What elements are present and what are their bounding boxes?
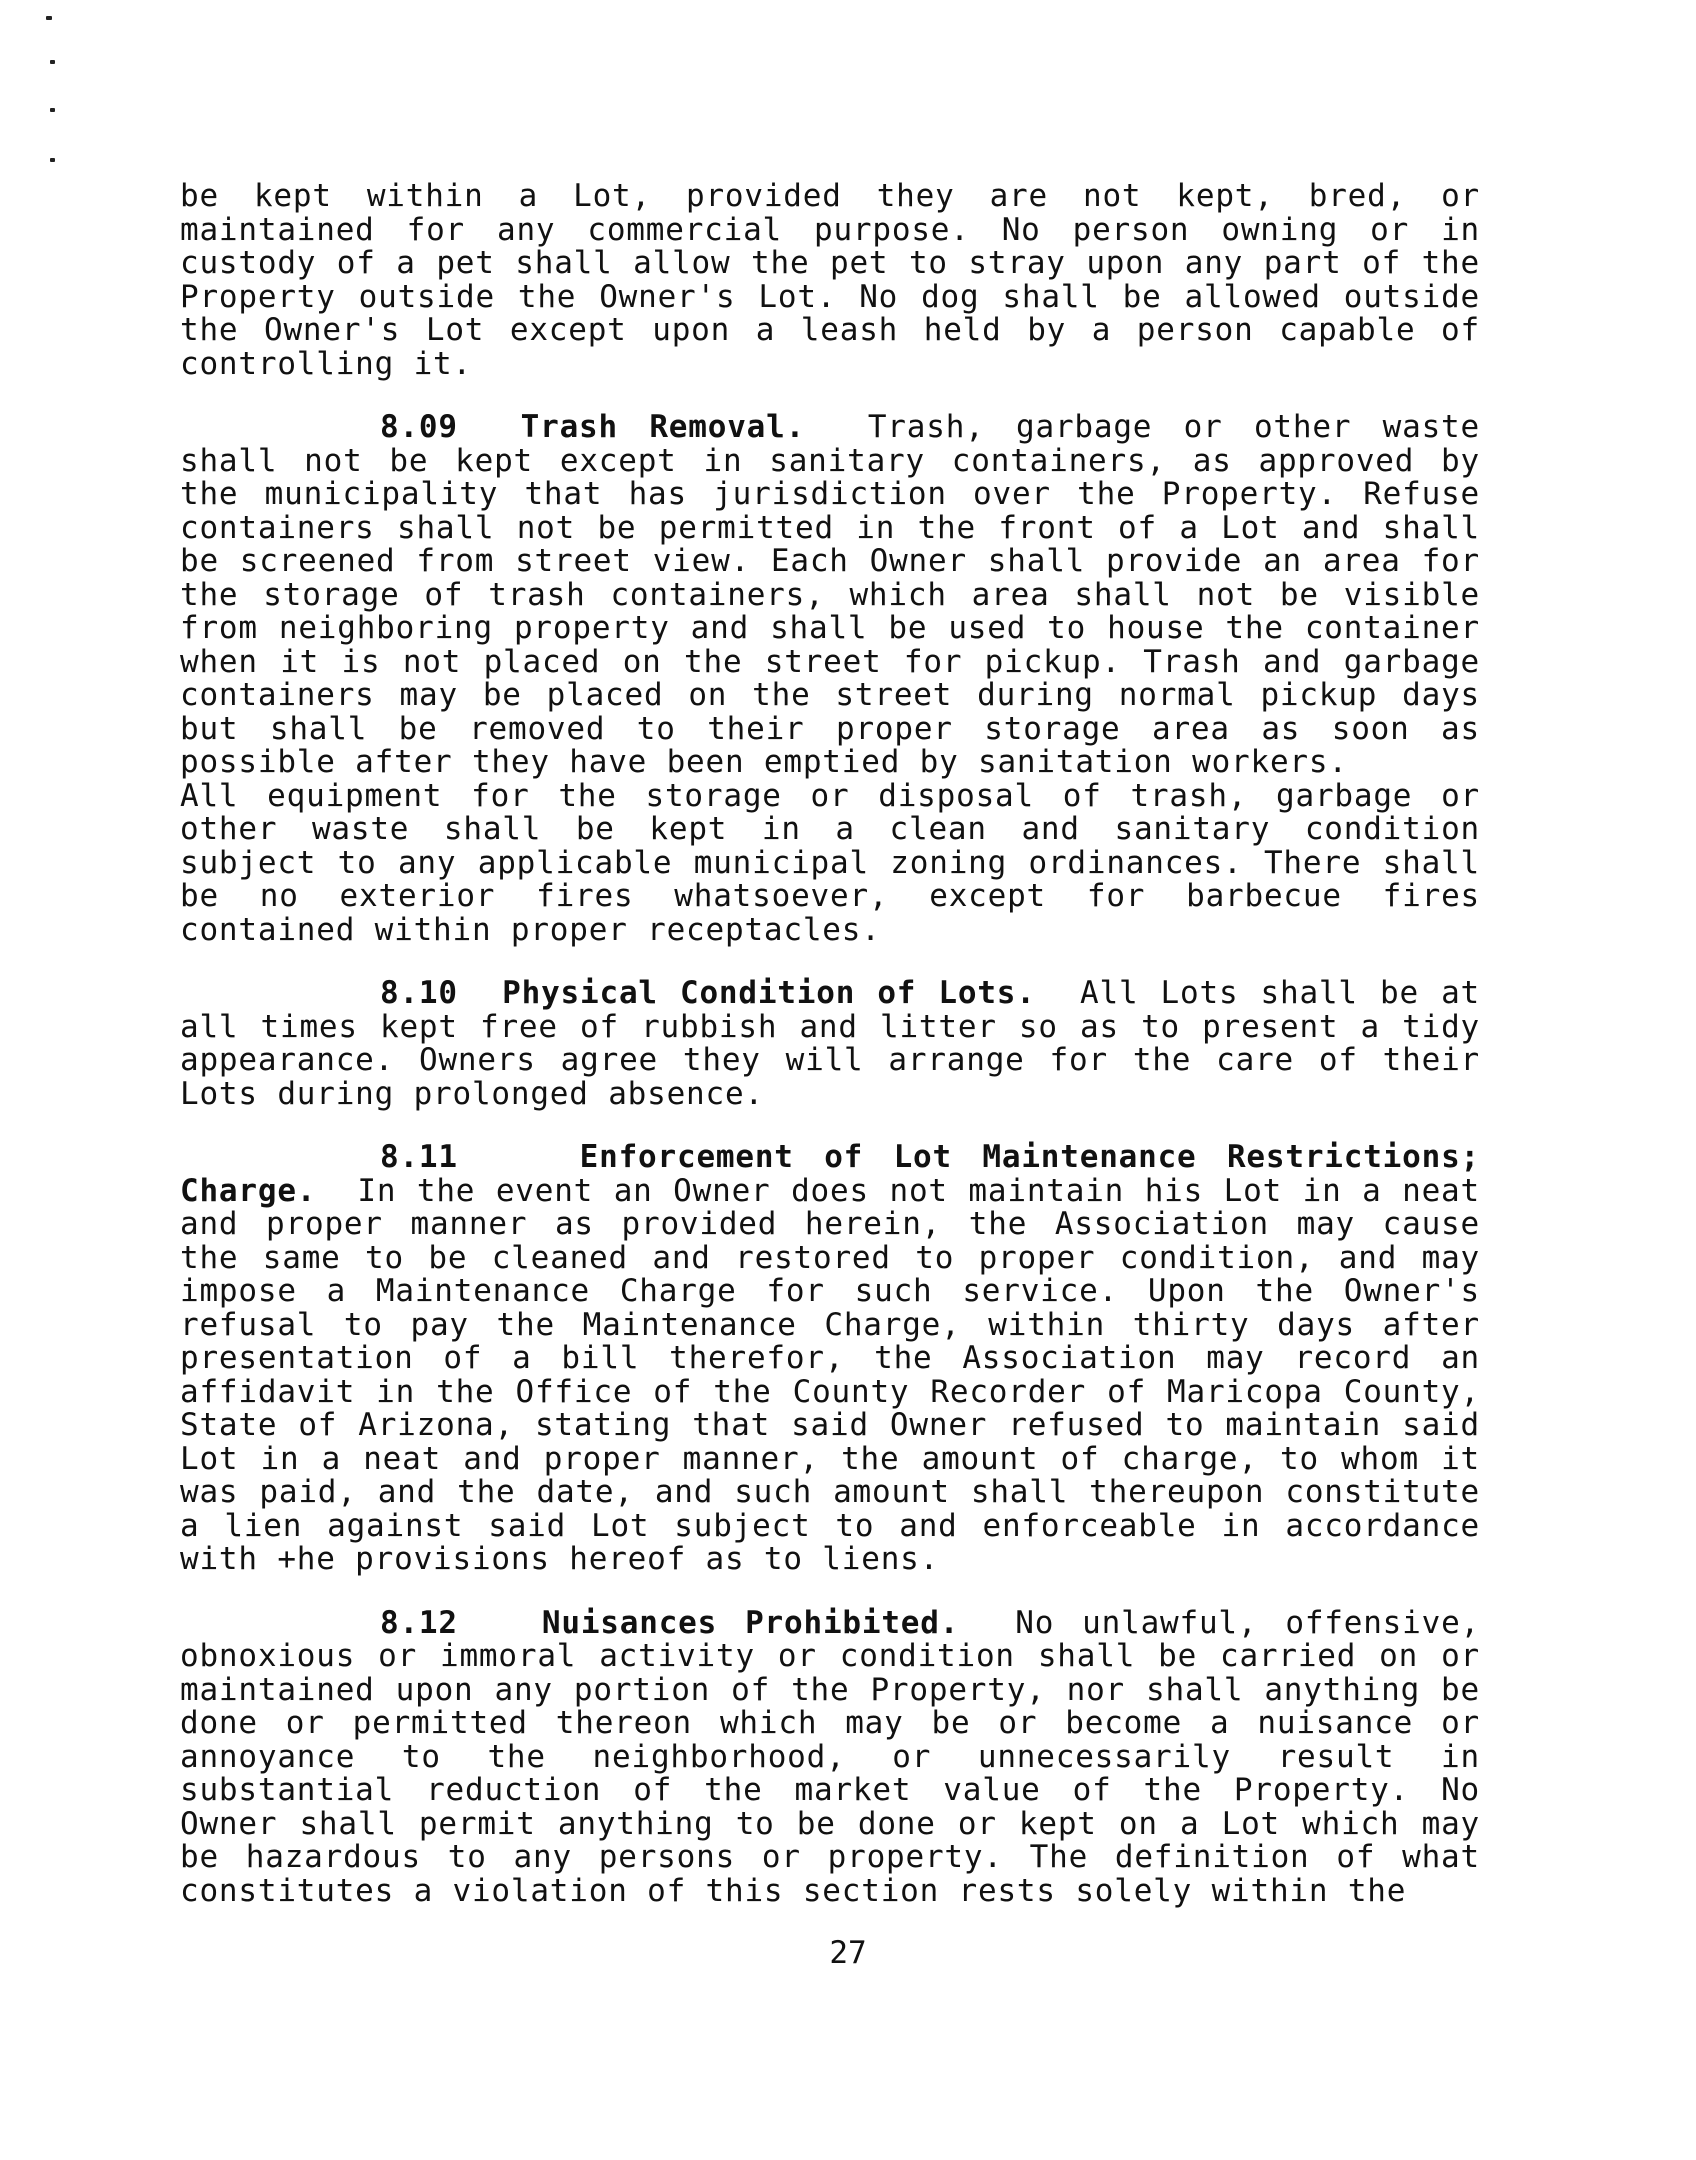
section-heading: Enforcement of Lot Maintenance Restrictions; Charge.	[180, 1139, 1480, 1209]
section-heading: Nuisances Prohibited.	[541, 1604, 960, 1641]
section-number: 8.12	[380, 1604, 458, 1641]
paragraph-physical-condition	[180, 977, 1480, 1111]
paragraph-text: In the event an Owner does not maintain his Lot in a neat and proper manner as provided herein, the Association may cause the same to be cleaned and restored to proper condition, and may impose a Maintenance Charge for such service. Upon the Owner's refusal to pay the Maintenance Charge, within thirty days after presentation of a bill therefor, the Association may record an affidavit in the Office of the County Recorder of Maricopa County, State of Arizona, stating that said Owner refused to maintain said Lot in a neat and proper manner, the amount of charge, to whom it was paid, and the date, and such amount shall thereupon constitute a lien against said Lot subject to and enforceable in accordance with +he provisions hereof as to liens.	[180, 1172, 1480, 1577]
paragraph-nuisances	[180, 1604, 1480, 1909]
section-number: 8.09	[380, 409, 458, 445]
paragraph-text: be kept within a Lot, provided they are not kept, bred, or maintained for any commercial purpose. No person owning or in custody of a pet shall allow the pet to stray upon any part of the Property outside the Owner's Lot. No dog shall be allowed outside the Owner's Lot except upon a leash held by a person capable of controlling it.	[180, 178, 1480, 382]
paragraph-trash-equipment	[180, 777, 1480, 948]
paragraph-trash-removal	[180, 411, 1480, 780]
paragraph-text: No unlawful, offensive, obnoxious or immoral activity or condition shall be carried on or maintained upon any portion of the Property, nor shall anything be done or permitted thereon which may be or become a nuisance or annoyance to the neighborhood, or unnecessarily result in substantial reduction of the market value of the Property. No Owner shall permit anything to be done or kept on a Lot which may be hazardous to any persons or property. The definition of what constitutes a violation of this section rests solely within the	[180, 1604, 1480, 1909]
page-number: 27	[829, 1935, 867, 1971]
scan-speck	[50, 108, 55, 112]
document-page	[180, 180, 1480, 1908]
section-number: 8.11	[380, 1139, 458, 1175]
section-heading: Trash Removal.	[520, 409, 806, 445]
section-heading: Physical Condition of Lots.	[502, 975, 1036, 1011]
paragraph-text: All equipment for the storage or disposal of trash, garbage or other waste shall be kept in a clean and sanitary condition subject to any applicable municipal zoning ordinances. There shall be no exterior fires whatsoever, except for barbecue fires contained within proper receptacles.	[180, 777, 1480, 948]
scan-speck	[46, 16, 52, 20]
section-number: 8.10	[380, 975, 458, 1011]
paragraph-pets-continued	[180, 180, 1480, 381]
scan-speck	[50, 60, 55, 64]
scan-speck	[50, 158, 55, 162]
paragraph-enforcement	[180, 1141, 1480, 1577]
paragraph-text: Trash, garbage or other waste shall not be kept except in sanitary containers, as approved by the municipality that has jurisdiction over the Property. Refuse containers shall not be permitted in the front of a Lot and shall be screened from street view. Each Owner shall provide an area for the storage of trash containers, which area shall not be visible from neighboring property and shall be used to house the container when it is not placed on the street for pickup. Trash and garbage containers may be placed on the street during normal pickup days but shall be removed to their proper storage area as soon as possible after they have been emptied by sanitation workers.	[180, 409, 1480, 780]
paragraph-text: All Lots shall be at all times kept free of rubbish and litter so as to present a tidy appearance. Owners agree they will arrange for the care of their Lots during prolonged absence.	[180, 975, 1480, 1112]
